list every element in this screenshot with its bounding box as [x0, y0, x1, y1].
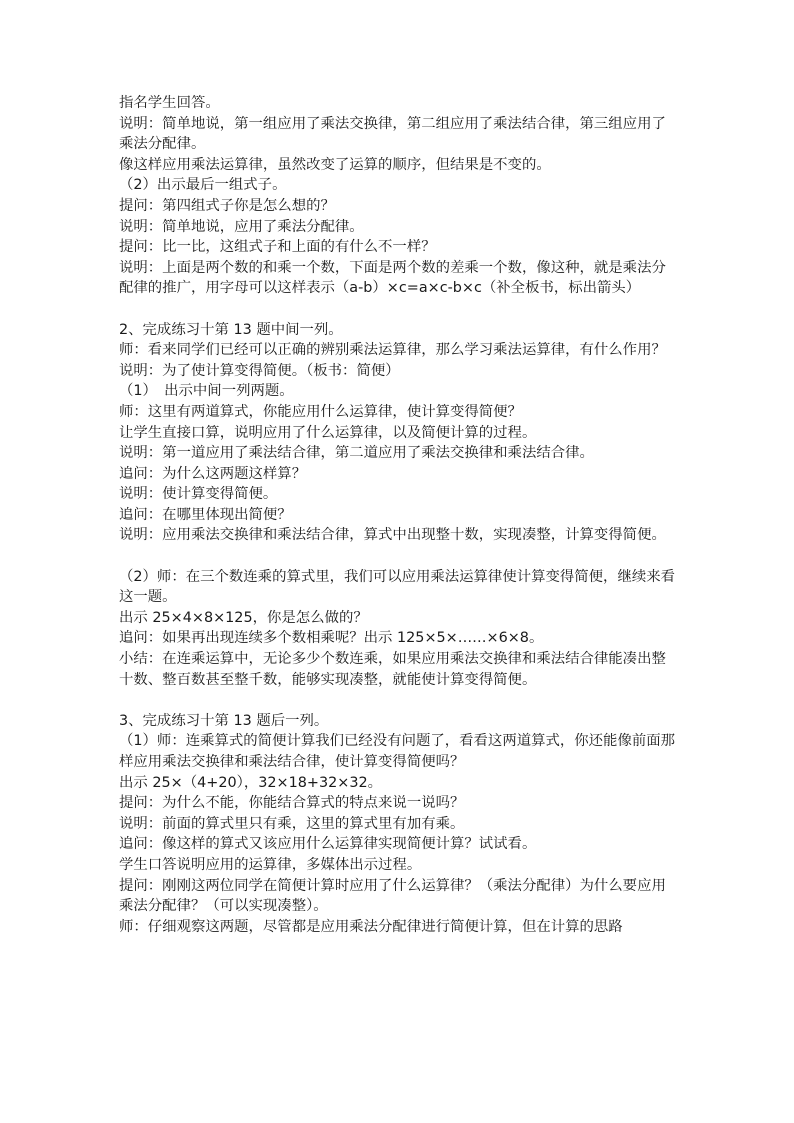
- text-line: 出示 25×4×8×125，你是怎么做的？: [119, 609, 368, 626]
- text-line: 指名学生回答。: [119, 95, 220, 111]
- text-line: 追问：在哪里体现出简便？: [119, 506, 292, 523]
- text-line: 说明：简单地说，应用了乘法分配律。: [119, 218, 364, 235]
- blank-line: [119, 546, 677, 567]
- text-line: 让学生直接口算，说明应用了什么运算律，以及简便计算的过程。: [119, 424, 537, 441]
- blank-line: [119, 299, 677, 320]
- text-line: 提问：第四组式子你是怎么想的？: [119, 197, 335, 214]
- text-line: 出示 25×（4+20），32×18+32×32。: [119, 774, 383, 791]
- text-line: 提问：为什么不能，你能结合算式的特点来说一说吗？: [119, 795, 465, 812]
- text-line: 师：这里有两道算式，你能应用什么运算律，使计算变得简便？: [119, 403, 522, 420]
- text-line: 说明：第一道应用了乘法结合律，第二道应用了乘法交换律和乘法结合律。: [119, 445, 594, 462]
- text-line: 说明：使计算变得简便。: [119, 486, 278, 503]
- blank-line: [119, 690, 677, 711]
- text-line: 师：看来同学们已经可以正确的辨别乘法运算律，那么学习乘法运算律，有什么作用？: [119, 342, 666, 359]
- section-heading: 3、完成练习十第 13 题后一列。: [119, 712, 329, 729]
- text-line: 说明：应用乘法交换律和乘法结合律，算式中出现整十数，实现凑整，计算变得简便。: [119, 527, 666, 544]
- text-line: 学生口答说明应用的运算律，多媒体出示过程。: [119, 856, 422, 873]
- text-line: 像这样应用乘法运算律，虽然改变了运算的顺序，但结果是不变的。: [119, 156, 551, 173]
- section-heading: 2、完成练习十第 13 题中间一列。: [119, 321, 343, 338]
- text-line: （2）师：在三个数连乘的算式里，我们可以应用乘法运算律使计算变得简便，继续来看这一题。: [119, 568, 676, 606]
- text-line: 说明：上面是两个数的和乘一个数，下面是两个数的差乘一个数，像这种，就是乘法分配律的推广，用字母可以这样表示（a-b）×c=a×c-b×c（补全板书，标出箭头）: [119, 259, 666, 297]
- text-line: 说明：前面的算式里只有乘，这里的算式里有加有乘。: [119, 815, 465, 832]
- document-body: [119, 93, 677, 937]
- text-line: 师：仔细观察这两题，尽管都是应用乘法分配律进行简便计算，但在计算的思路: [119, 918, 623, 935]
- text-line: 小结：在连乘运算中，无论多少个数连乘，如果应用乘法交换律和乘法结合律能凑出整十数、整百数甚至整千数，能够实现凑整，就能使计算变得简便。: [119, 651, 666, 688]
- text-line: 提问：比一比，这组式子和上面的有什么不一样？: [119, 239, 436, 256]
- text-line: （2）出示最后一组式子。: [119, 177, 287, 194]
- text-line: 追问：如果再出现连续多个数相乘呢？出示 125×5×……×6×8。: [119, 630, 544, 647]
- text-line: 说明：简单地说，第一组应用了乘法交换律，第二组应用了乘法结合律，第三组应用了乘法分配律。: [119, 115, 666, 153]
- text-line: 追问：为什么这两题这样算？: [119, 465, 307, 482]
- text-line: 提问：刚刚这两位同学在简便计算时应用了什么运算律？（乘法分配律）为什么要应用乘法分配律？（可以实现凑整）。: [119, 877, 666, 915]
- text-line: 说明：为了使计算变得简便。（板书：简便）: [119, 362, 400, 379]
- text-line: （1）师：连乘算式的简便计算我们已经没有问题了，看看这两道算式，你还能像前面那样应用乘法交换律和乘法结合律，使计算变得简便吗？: [119, 733, 676, 770]
- text-line: 追问：像这样的算式又该应用什么运算律实现简便计算？试试看。: [119, 836, 537, 853]
- text-line: （1） 出示中间一列两题。: [119, 383, 294, 400]
